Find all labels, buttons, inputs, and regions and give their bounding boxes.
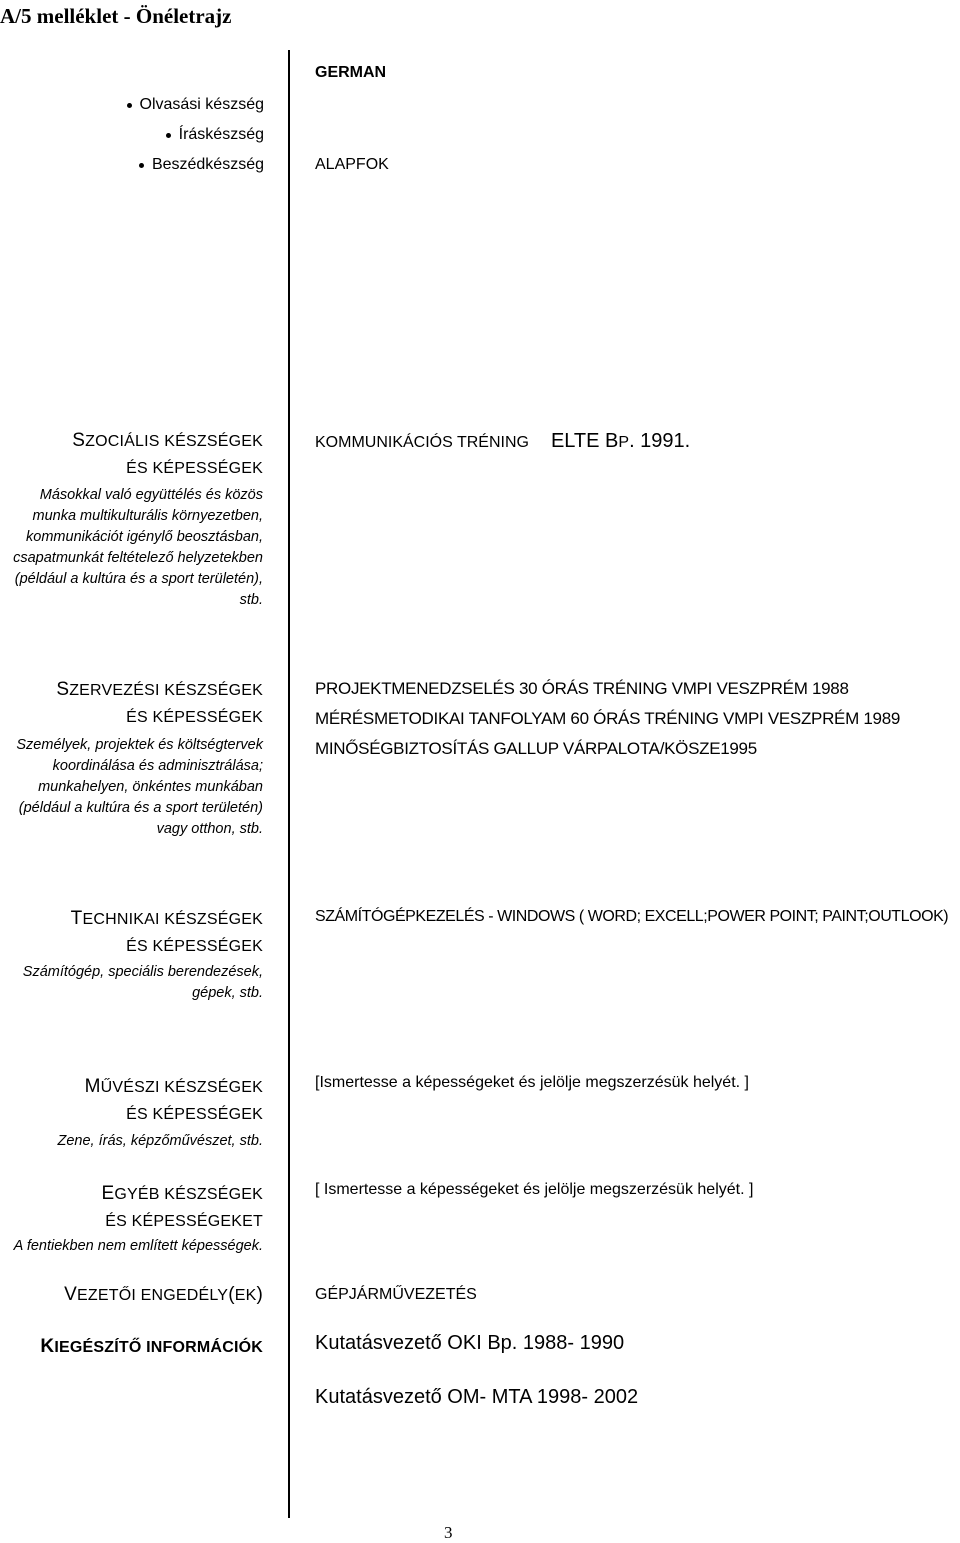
skill-reading: [127, 90, 265, 120]
other-description: A fentiekben nem említett képességek.: [13, 1238, 263, 1254]
column-divider: [288, 50, 290, 1518]
bullet-icon: [166, 133, 171, 138]
social-heading-2: ÉS KÉPESSÉGEK: [126, 460, 263, 477]
skill-label: Olvasási készség: [139, 96, 264, 113]
skill-label: Íráskészség: [178, 126, 264, 143]
artistic-heading: MŰVÉSZI KÉSZSÉGEK: [84, 1076, 263, 1097]
additional-line-1: Kutatásvezető OKI Bp. 1988- 1990: [315, 1332, 625, 1354]
other-heading-2: ÉS KÉPESSÉGEKET: [105, 1213, 263, 1230]
bullet-icon: [139, 163, 144, 168]
artistic-heading-2: ÉS KÉPESSÉGEK: [126, 1106, 263, 1123]
skill-writing: [127, 120, 265, 150]
bullet-icon: [127, 103, 132, 108]
org-heading: SZERVEZÉSI KÉSZSÉGEK: [56, 679, 263, 700]
org-line-2: MÉRÉSMETODIKAI TANFOLYAM 60 ÓRÁS TRÉNING VMPI VESZPRÉM 1989: [315, 709, 901, 728]
language-name: GERMAN: [315, 64, 387, 81]
tech-heading: TECHNIKAI KÉSZSÉGEK: [70, 908, 263, 929]
org-heading-2: ÉS KÉPESSÉGEK: [126, 709, 263, 726]
social-description: Másokkal való együttélés és közös munka multikulturális környezetben, kommunikációt igénylő beosztásban, csapatmunkát feltételező helyzetekben (például a kultúra és a sport területén), stb.: [13, 487, 263, 608]
artistic-value: [Ismertesse a képességeket és jelölje megszerzésük helyét. ]: [315, 1074, 749, 1091]
page-number: 3: [444, 1523, 453, 1542]
tech-value: SZÁMÍTÓGÉPKEZELÉS - WINDOWS ( WORD; EXCELL;POWER POINT; PAINT;OUTLOOK): [315, 908, 949, 925]
license-heading: VEZETŐI ENGEDÉLY(EK): [64, 1284, 263, 1305]
language-level: ALAPFOK: [315, 156, 389, 173]
other-value: [ Ismertesse a képességeket és jelölje megszerzésük helyét. ]: [315, 1181, 754, 1198]
artistic-description: Zene, írás, képzőművészet, stb.: [57, 1133, 263, 1149]
document-title: A/5 melléklet - Önéletrajz: [0, 4, 232, 28]
org-description: Személyek, projektek és költségtervek koordinálása és adminisztrálása; munkahelyen, önkéntes munkában (például a kultúra és a sport területén) vagy otthon, stb.: [16, 737, 263, 837]
org-line-3: MINŐSÉGBIZTOSÍTÁS GALLUP VÁRPALOTA/KÖSZE1995: [315, 739, 757, 758]
social-value: KOMMUNIKÁCIÓS TRÉNING ELTE BP. 1991.: [315, 430, 691, 452]
org-line-1: PROJEKTMENEDZSELÉS 30 ÓRÁS TRÉNING VMPI VESZPRÉM 1988: [315, 679, 849, 698]
tech-heading-2: ÉS KÉPESSÉGEK: [126, 938, 263, 955]
skill-speaking: [127, 150, 265, 180]
skill-label: Beszédkészség: [151, 156, 264, 173]
other-heading: EGYÉB KÉSZSÉGEK: [101, 1183, 263, 1204]
tech-description: Számítógép, speciális berendezések, gépek, stb.: [22, 964, 263, 1001]
license-value: GÉPJÁRMŰVEZETÉS: [315, 1286, 477, 1303]
social-heading: SZOCIÁLIS KÉSZSÉGEK: [72, 430, 263, 451]
additional-line-2: Kutatásvezető OM- MTA 1998- 2002: [315, 1386, 639, 1408]
language-skills-list: [127, 90, 265, 180]
additional-heading: KIEGÉSZÍTŐ INFORMÁCIÓK: [40, 1336, 263, 1357]
